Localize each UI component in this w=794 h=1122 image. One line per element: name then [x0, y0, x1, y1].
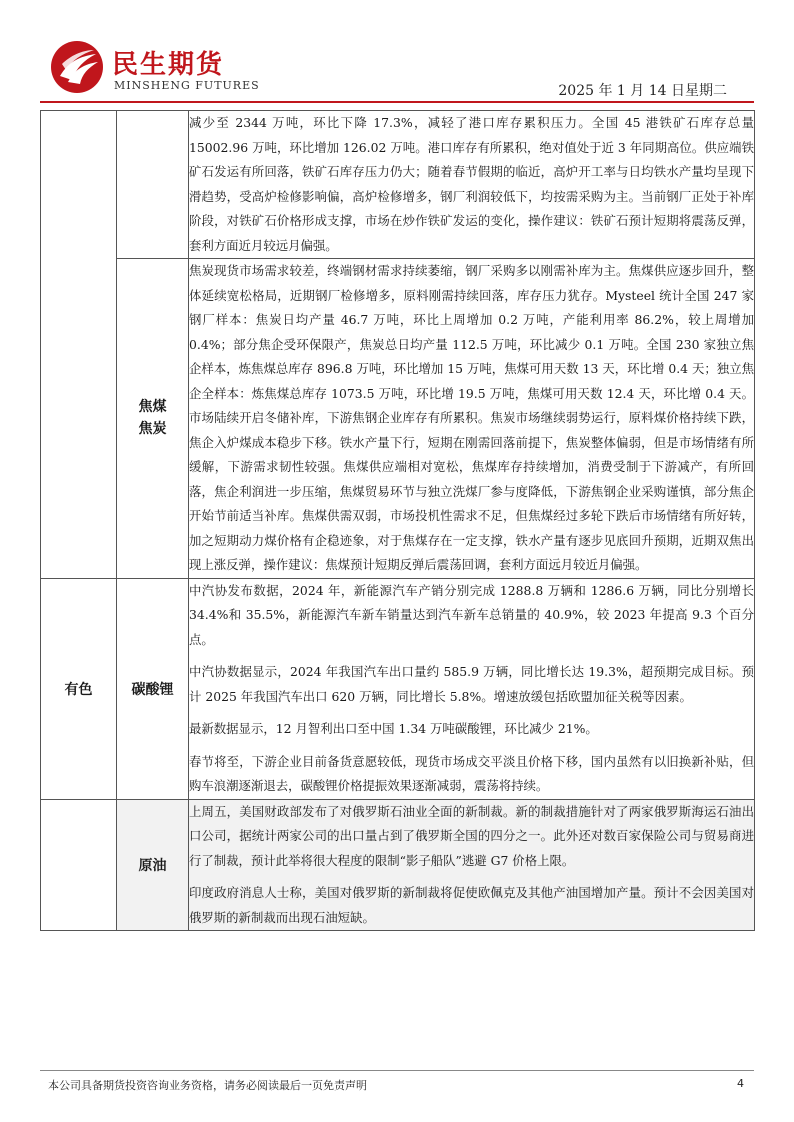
table-row-lithium [41, 578, 755, 799]
page-header [0, 0, 794, 110]
subcategory-cell-lithium [117, 578, 189, 799]
table-row-crude [41, 799, 755, 931]
footer-disclaimer: 本公司具备期货投资咨询业务资格，请务必阅读最后一页免责声明 [48, 1079, 367, 1092]
commentary-iron-ore [189, 111, 755, 259]
table-row-coke [41, 259, 755, 579]
subcategory-cell-crude [117, 799, 189, 931]
commentary-lithium [189, 578, 755, 799]
subcategory-cell-coke [117, 259, 189, 579]
paragraph: 上周五，美国财政部发布了对俄罗斯石油业全面的新制裁。新的制裁措施针对了两家俄罗斯海运石油出口公司，据统计两家公司的出口量占到了俄罗斯全国的四分之一。此外还对数百家保险公司与贸易商进行了制裁，预计此举将很大程度的限制“影子船队”逃避 G7 价格上限。 [189, 803, 754, 868]
subcategory-label-crude: 原油 [138, 857, 167, 874]
footer-divider [40, 1070, 754, 1071]
header-divider [40, 101, 754, 103]
paragraph: 印度政府消息人士称，美国对俄罗斯的新制裁将促使欧佩克及其他产油国增加产量。预计不会因美国对俄罗斯的新制裁而出现石油短缺。 [189, 885, 754, 925]
category-cell-black [41, 111, 117, 579]
paragraph: 焦炭现货市场需求较差，终端钢材需求持续萎缩，钢厂采购多以刚需补库为主。焦煤供应逐步回升，整体延续宽松格局，近期钢厂检修增多，原料刚需持续回落，库存压力犹存。Mysteel 统计全国 247 家钢厂样本：焦炭日均产量 46.7 万吨，环比上周增加 0.2 万吨，产能利用率 86.2%，较上周增加 0.4%；部分焦企受环保限产，焦炭总日均产量 112.5 万吨，环比减少 0.1 万吨。全国 230 家独立焦企样本，炼焦煤总库存 896.8 万吨，环比增加 15 万吨，焦煤可用天数 13 天，环比增 0.4 天；独立焦企全样本：炼焦煤总库存 1073.5 万吨，环比增 19.5 万吨，焦煤可用天数 12.4 天，环比增 0.4 天。市场陆续开启冬储补库，下游焦钢企业库存有所累积。焦炭市场继续弱势运行，原料煤价格持续下跌，焦企入炉煤成本稳步下移。铁水产量下行，短期在刚需回落前提下，焦炭整体偏弱，但是市场情绪有所缓解，下游需求韧性较强。焦煤供应端相对宽松，焦煤库存持续增加，消费受制于下游减产，有所回落，焦企利润进一步压缩，焦煤贸易环节与独立洗煤厂参与度降低，下游焦钢企业采购谨慎，部分焦企开始节前适当补库。焦煤供需双弱，市场投机性需求不足，但焦煤经过多轮下跌后市场情绪有所好转，加之短期动力煤价格有企稳迹象，对于焦煤存在一定支撑，铁水产量有逐步见底回升预期，近期双焦出现上涨反弹，操作建议：焦煤预计短期反弹后震荡回调，套利方面远月较近月偏强。 [189, 263, 754, 572]
subcategory-label-lithium: 碳酸锂 [131, 681, 174, 698]
minsheng-logo-icon [50, 40, 104, 94]
subcategory-label-coking-coal: 焦煤 [138, 399, 167, 416]
paragraph: 最新数据显示，12 月智利出口至中国 1.34 万吨碳酸锂，环比减少 21%。 [189, 721, 598, 736]
subcategory-label-coke: 焦炭 [138, 421, 167, 438]
paragraph: 春节将至，下游企业目前备货意愿较低，现货市场成交平淡且价格下移，国内虽然有以旧换新补贴，但购车浪潮逐渐退去，碳酸锂价格提振效果逐渐减弱，震荡将持续。 [189, 753, 754, 793]
category-cell-nonferrous [41, 578, 117, 799]
paragraph: 中汽协发布数据，2024 年，新能源汽车产销分别完成 1288.8 万辆和 1286.6 万辆，同比分别增长 34.4%和 35.5%，新能源汽车新车销量达到汽车新车总销量的 40.9%，较 2023 年提高 9.3 个百分点。 [189, 582, 754, 647]
brand-name-cn: 民生期货 [112, 50, 225, 80]
report-date: 2025 年 1 月 14 日星期二 [558, 83, 727, 99]
table-row-iron-ore [41, 111, 755, 259]
category-cell-energy [41, 799, 117, 931]
paragraph: 中汽协数据显示，2024 年我国汽车出口量约 585.9 万辆，同比增长达 19.3%，超预期完成目标。预计 2025 年我国汽车出口 620 万辆，同比增长 5.8%。增速放缓包括欧盟加征关税等因素。 [189, 664, 754, 704]
page-number: 4 [737, 1077, 744, 1090]
subcategory-cell-iron-ore [117, 111, 189, 259]
paragraph: 减少至 2344 万吨，环比下降 17.3%，减轻了港口库存累积压力。全国 45 港铁矿石库存总量 15002.96 万吨，环比增加 126.02 万吨。港口库存有所累积，绝对值处于近 3 年同期高位。供应端铁矿石发运有所回落，铁矿石库存压力仍大；随着春节假期的临近，高炉开工率与日均铁水产量均呈现下滑趋势，受高炉检修影响偏，高炉检修增多，钢厂利润较低下，均按需采购为主。当前钢厂正处于补库阶段，对铁矿石价格形成支撑，市场在炒作铁矿发运的变化，操作建议：铁矿石预计短期将震荡反弹，套利方面近月较远月偏强。 [189, 115, 754, 253]
commentary-crude [189, 799, 755, 931]
category-label-nonferrous: 有色 [64, 681, 93, 698]
commodity-table [40, 110, 755, 931]
commentary-coke [189, 259, 755, 579]
brand-name-en: MINSHENG FUTURES [114, 79, 260, 92]
